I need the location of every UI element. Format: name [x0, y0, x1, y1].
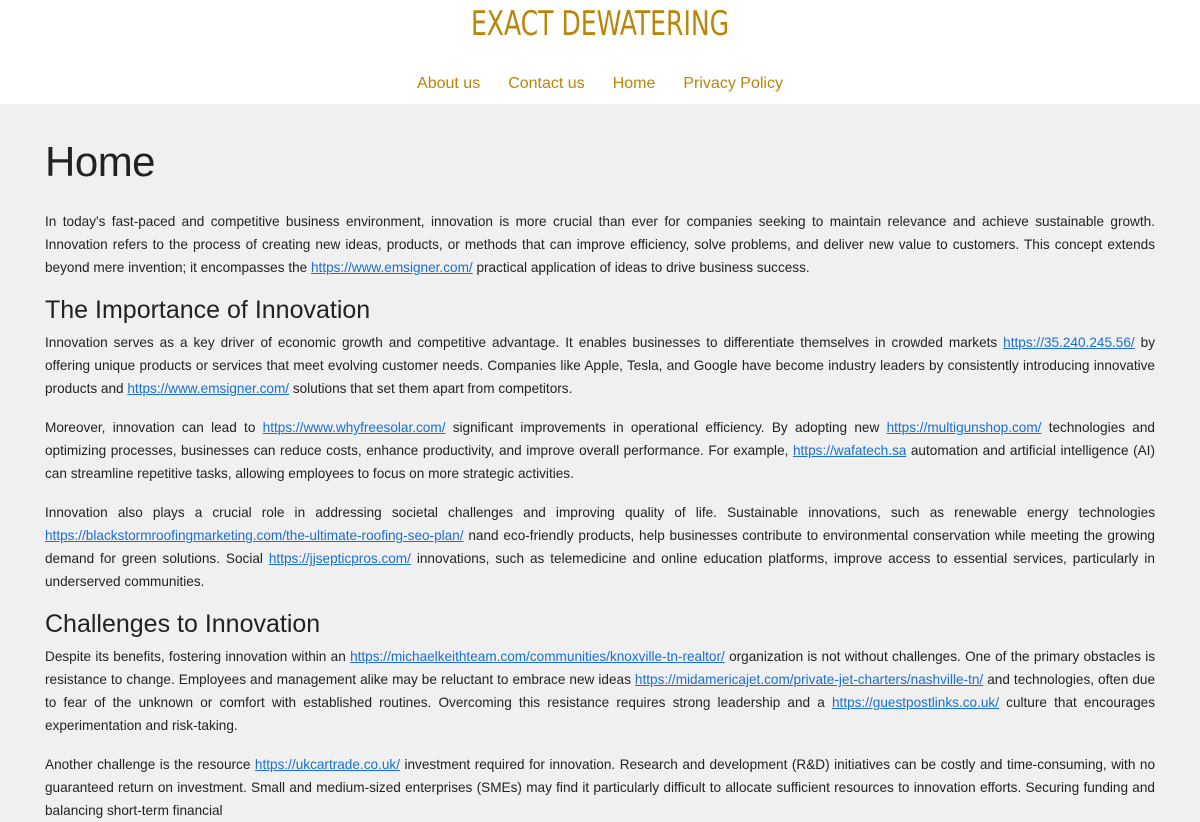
- text: investment required for innovation. Research and development (R&D) initiatives can be costly and time-consuming, with no guaranteed return on investment. Small and medium-sized enterprises (SMEs) may find it particularly difficult to allocate sufficient resources to innovation efforts. Securing funding and balancing short-term financial: [45, 757, 1156, 818]
- link-wafatech[interactable]: https://wafatech.sa: [792, 443, 907, 458]
- main-content: [0, 104, 1200, 822]
- site-title[interactable]: EXACT DEWATERING: [470, 4, 730, 44]
- text: Innovation serves as a key driver of economic growth and competitive advantage. It enables businesses to differentiate themselves in crowded markets: [45, 335, 1004, 350]
- link-whyfreesolar[interactable]: https://www.whyfreesolar.com/: [262, 420, 446, 435]
- link-emsigner[interactable]: https://www.emsigner.com/: [127, 381, 290, 396]
- text: by offering unique products or services that meet evolving customer needs. Companies like Apple, Tesla, and Google have become industry leaders by consistently introducing innovative products and: [45, 335, 1155, 396]
- paragraph: [45, 501, 1155, 593]
- link-guestpostlinks[interactable]: https://guestpostlinks.co.uk/: [832, 695, 999, 710]
- link-midamericajet[interactable]: https://midamericajet.com/private-jet-charters/nashville-tn/: [634, 672, 984, 687]
- section-heading-importance: The Importance of Innovation: [45, 296, 371, 324]
- site-header: [0, 0, 1200, 104]
- link-ip[interactable]: https://35.240.245.56/: [1003, 335, 1135, 350]
- nav-item-home[interactable]: Home: [612, 75, 656, 92]
- link-emsigner[interactable]: https://www.emsigner.com/: [311, 260, 473, 275]
- text: In today's fast-paced and competitive business environment, innovation is more crucial than ever for companies seeking to maintain relevance and achieve sustainable growth. Innovation refers to the process of creating new ideas, products, or methods that can improve efficiency, solve problems, and deliver new value to customers. This concept extends beyond mere invention; it encompasses the: [45, 214, 1155, 275]
- paragraph: [45, 753, 1155, 822]
- text: automation and artificial intelligence (AI) can streamline repetitive tasks, allowing employees to focus on more strategic activities.: [45, 443, 1155, 481]
- link-blackstorm[interactable]: https://blackstormroofingmarketing.com/the-ultimate-roofing-seo-plan/: [45, 528, 464, 543]
- page-title: Home: [45, 138, 156, 185]
- text: Another challenge is the resource: [45, 757, 255, 772]
- main-nav: [0, 72, 1200, 96]
- nav-item-privacy-policy[interactable]: Privacy Policy: [683, 75, 783, 92]
- text: Moreover, innovation can lead to: [45, 420, 263, 435]
- link-multigunshop[interactable]: https://multigunshop.com/: [886, 420, 1042, 435]
- paragraph: [45, 416, 1155, 485]
- link-ukcartrade[interactable]: https://ukcartrade.co.uk/: [254, 757, 400, 772]
- link-michaelkeithteam[interactable]: https://michaelkeithteam.com/communities/knoxville-tn-realtor/: [350, 649, 725, 664]
- intro-paragraph: [45, 210, 1155, 279]
- nav-item-contact-us[interactable]: Contact us: [508, 75, 585, 92]
- section-heading-challenges: Challenges to Innovation: [45, 610, 321, 638]
- text: practical application of ideas to drive business success.: [472, 260, 810, 275]
- text: Innovation also plays a crucial role in addressing societal challenges and improving quality of life. Sustainable innovations, such as renewable energy technologies: [45, 505, 1155, 520]
- text: organization is not without challenges. One of the primary obstacles is resistance to change. Employees and management alike may be reluctant to embrace new ideas: [45, 649, 1156, 687]
- paragraph: [45, 645, 1155, 737]
- text: significant improvements in operational efficiency. By adopting new: [445, 420, 887, 435]
- link-jjsepticpros[interactable]: https://jjsepticpros.com/: [268, 551, 411, 566]
- text: and technologies, often due to fear of the unknown or comfort with established routines. Overcoming this resistance requires strong leadership and a: [45, 672, 1156, 710]
- text: solutions that set them apart from competitors.: [289, 381, 573, 396]
- nav-item-about-us[interactable]: About us: [417, 75, 481, 92]
- paragraph: [45, 331, 1155, 400]
- text: innovations, such as telemedicine and online education platforms, improve access to essential services, particularly in underserved communities.: [45, 551, 1155, 589]
- text: nand eco-friendly products, help businesses contribute to environmental conservation while meeting the growing demand for green solutions. Social: [45, 528, 1155, 566]
- text: culture that encourages experimentation and risk-taking.: [45, 695, 1155, 733]
- text: Despite its benefits, fostering innovation within an: [45, 649, 351, 664]
- text: technologies and optimizing processes, businesses can reduce costs, enhance productivity, and improve overall performance. For example,: [45, 420, 1155, 458]
